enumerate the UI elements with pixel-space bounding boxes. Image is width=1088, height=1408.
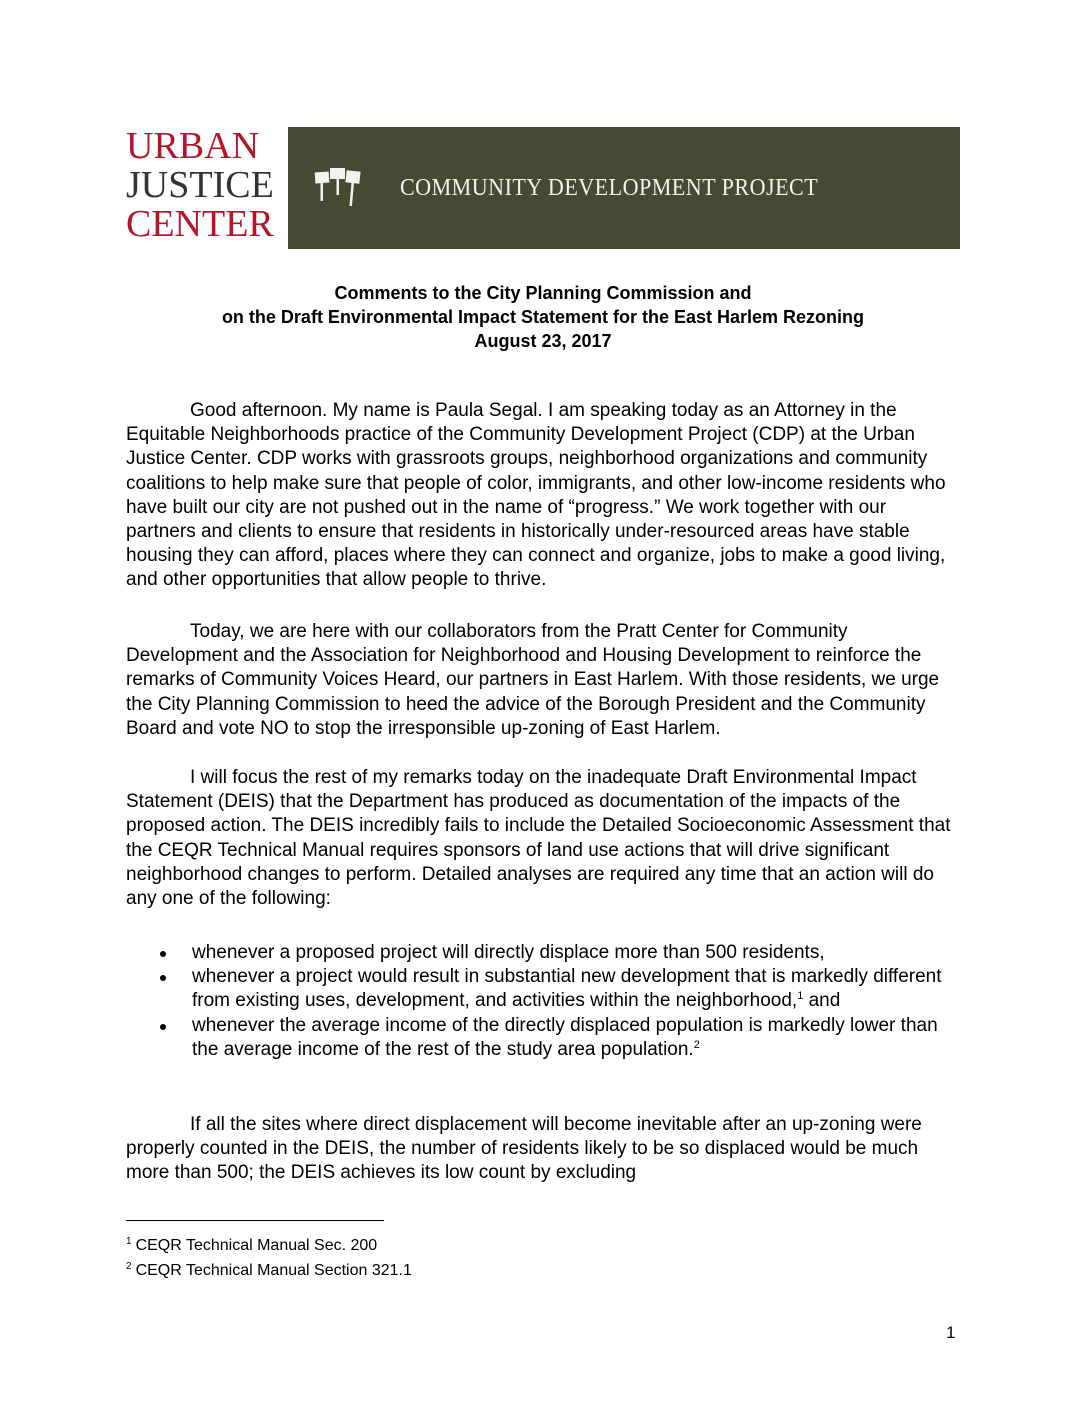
urban-justice-center-logo (126, 127, 284, 249)
list-item-tail: and (803, 990, 841, 1012)
list-item (160, 965, 960, 1013)
logo-line-center: CENTER (126, 203, 274, 245)
footnote-text: CEQR Technical Manual Sec. 200 (135, 1237, 378, 1254)
title-line-1: Comments to the City Planning Commission and (334, 283, 752, 303)
footnote-2 (126, 1258, 412, 1283)
bullet-icon (160, 1024, 166, 1030)
footnotes (126, 1233, 412, 1283)
letterhead (126, 127, 960, 249)
protest-signs-icon (314, 167, 362, 209)
bullet-icon (160, 975, 166, 981)
paragraph-collaborators (126, 620, 960, 741)
paragraph-introduction (126, 399, 960, 593)
list-item-text: whenever the average income of the directly displaced population is markedly lower than the average income of the rest of the study area population. (192, 1014, 938, 1060)
page-number: 1 (946, 1323, 956, 1342)
paragraph-deis (126, 766, 960, 911)
community-development-project-band (288, 127, 960, 249)
title-date: August 23, 2017 (474, 331, 612, 351)
paragraph-text: Good afternoon. My name is Paula Segal. I am speaking today as an Attorney in the Equitable Neighborhoods practice of the Community Development Project (CDP) at the Urban Justice Center. CDP works with grassroots groups, neighborhood organizations and community coalitions to help make sure that people of color, immigrants, and other low-income residents who have built our city are not pushed out in the name of “progress.” We work together with our partners and clients to ensure that residents in historically under-resourced areas have stable housing they can afford, places where they can connect and organize, jobs to make a good living, and other opportunities that allow people to thrive. (126, 400, 946, 591)
requirements-list (160, 941, 960, 1062)
paragraph-text: If all the sites where direct displacement will become inevitable after an up-zoning were properly counted in the DEIS, the number of residents likely to be so displaced would be much more than 500; the DEIS achieves its low count by excluding (126, 1114, 922, 1184)
band-title: COMMUNITY DEVELOPMENT PROJECT (400, 175, 819, 201)
footnote-divider (126, 1220, 384, 1221)
document-title (126, 281, 960, 353)
footnote-ref-1[interactable]: 1 (797, 990, 804, 1003)
bullet-icon (160, 951, 166, 957)
title-line-2: on the Draft Environmental Impact Statement for the East Harlem Rezoning (221, 307, 865, 327)
paragraph-text: I will focus the rest of my remarks today on the inadequate Draft Environmental Impact Statement (DEIS) that the Department has produced as documentation of the impacts of the proposed action. The DEIS incredibly fails to include the Detailed Socioeconomic Assessment that the CEQR Technical Manual requires sponsors of land use actions that will drive significant neighborhood changes to perform. Detailed analyses are required any time that an action will do any one of the following: (126, 767, 951, 910)
footnote-number: 1 (126, 1236, 132, 1247)
footnote-ref-2[interactable]: 2 (693, 1038, 700, 1051)
footnote-1 (126, 1233, 412, 1258)
list-item-text: whenever a proposed project will directly displace more than 500 residents, (192, 942, 825, 963)
footnote-text: CEQR Technical Manual Section 321.1 (135, 1262, 412, 1279)
list-item-text: whenever a project would result in substantial new development that is markedly different from existing uses, development, and activities within the neighborhood, (192, 966, 942, 1012)
footnote-number: 2 (126, 1261, 132, 1272)
logo-line-urban: URBAN (126, 125, 260, 167)
list-item (160, 1014, 960, 1062)
paragraph-text: Today, we are here with our collaborators from the Pratt Center for Community Development and the Association for Neighborhood and Housing Development to reinforce the remarks of Community Voices Heard, our partners in East Harlem. With those residents, we urge the City Planning Commission to heed the advice of the Borough President and the Community Board and vote NO to stop the irresponsible up-zoning of East Harlem. (126, 621, 940, 739)
list-item (160, 941, 960, 965)
logo-line-justice: JUSTICE (126, 164, 274, 206)
paragraph-displacement (126, 1113, 960, 1186)
